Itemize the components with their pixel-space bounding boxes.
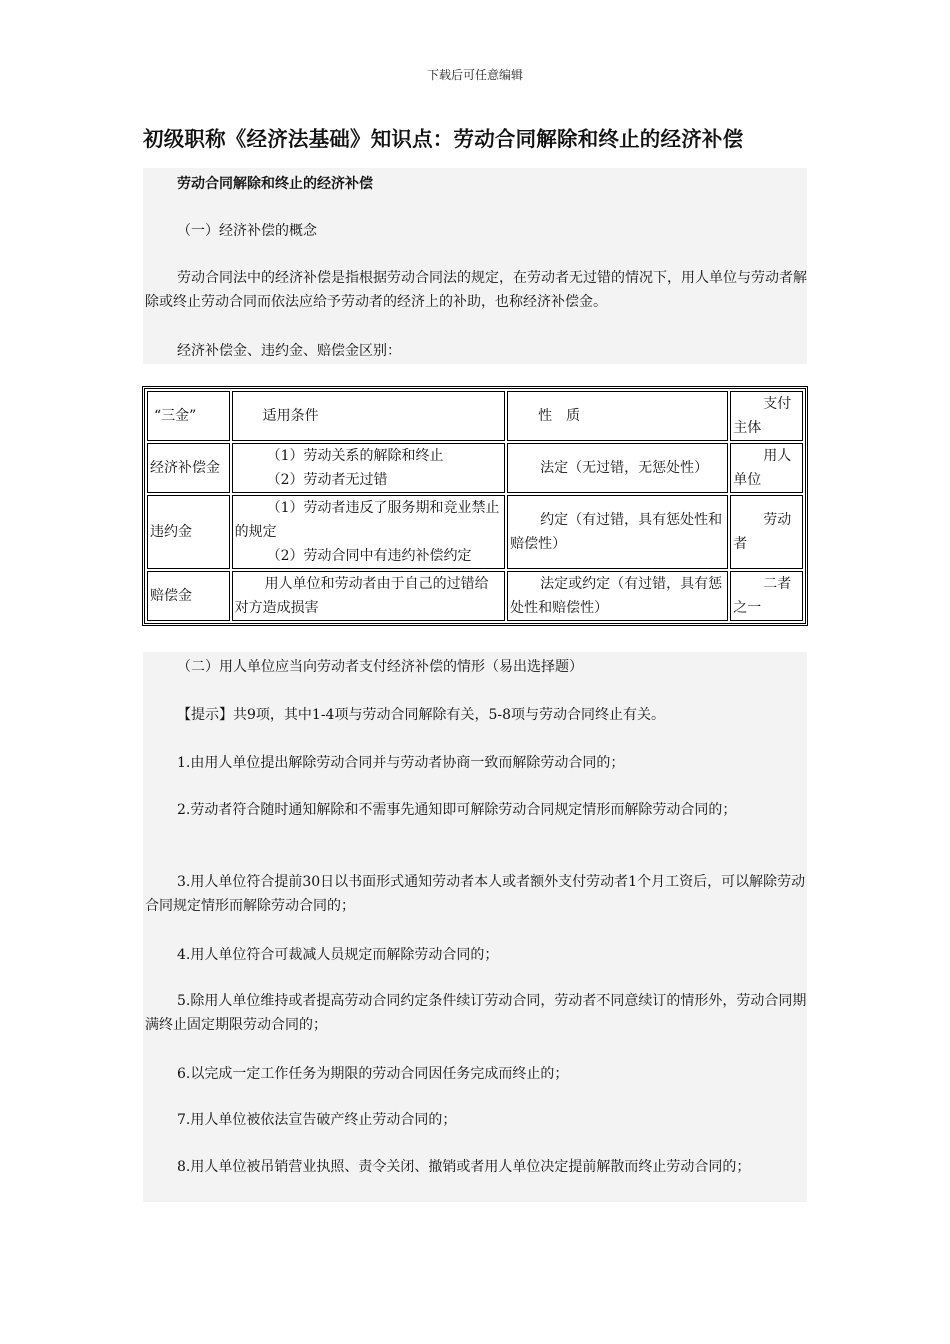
list-item: 2.劳动者符合随时通知解除和不需事先通知即可解除劳动合同规定情形而解除劳动合同的； — [177, 802, 737, 818]
situations-heading: （二）用人单位应当向劳动者支付经济补偿的情形（易出选择题） — [177, 659, 583, 675]
condition-line: （1）劳动者违反了服务期和竞业禁止的规定 — [234, 500, 500, 540]
list-item: 8.用人单位被吊销营业执照、责令关闭、撤销或者用人单位决定提前解散而终止劳动合同的； — [177, 1159, 751, 1175]
tip-label: 【提示】 — [177, 707, 233, 723]
condition-line: （2）劳动者无过错 — [266, 472, 388, 488]
page-header: 下载后可任意编辑 — [426, 68, 523, 82]
table-row — [147, 571, 803, 621]
concept-text: 劳动合同法中的经济补偿是指根据劳动合同法的规定，在劳动者无过错的情况下，用人单位与劳动者解除或终止劳动合同而依法应给予劳动者的经济上的补助，也称经济补偿金。 — [145, 270, 807, 310]
tip-paragraph — [145, 703, 807, 727]
list-item: 1.由用人单位提出解除劳动合同并与劳动者协商一致而解除劳动合同的； — [177, 755, 625, 771]
section-heading: 劳动合同解除和终止的经济补偿 — [177, 176, 373, 192]
difference-heading: 经济补偿金、违约金、赔偿金区别： — [177, 343, 401, 359]
list-item: 3.用人单位符合提前30日以书面形式通知劳动者本人或者额外支付劳动者1个月工资后，可以解除劳动合同规定情形而解除劳动合同的； — [145, 874, 806, 914]
list-item: 6.以完成一定工作任务为期限的劳动合同因任务完成而终止的； — [177, 1066, 569, 1082]
payer-cell: 二者之一 — [730, 571, 803, 621]
table-header-cell: “三金” — [147, 391, 230, 441]
table-row — [147, 443, 803, 493]
condition-line: （1）劳动关系的解除和终止 — [266, 448, 444, 464]
fund-name-cell: 赔偿金 — [147, 571, 230, 621]
condition-cell: 用人单位和劳动者由于自己的过错给对方造成损害 — [232, 571, 505, 621]
condition-cell — [232, 443, 505, 493]
nature-cell: 法定（无过错，无惩处性） — [507, 443, 728, 493]
fund-name-cell: 违约金 — [147, 495, 230, 569]
table-header-cell: 性 质 — [507, 391, 728, 441]
table-row — [147, 495, 803, 569]
document-title: 初级职称《经济法基础》知识点：劳动合同解除和终止的经济补偿 — [143, 127, 744, 151]
concept-heading: （一）经济补偿的概念 — [177, 223, 317, 239]
table-header-cell: 支付主体 — [730, 391, 803, 441]
table-header-row — [147, 391, 803, 441]
nature-cell: 约定（有过错，具有惩处性和赔偿性） — [507, 495, 728, 569]
condition-cell — [232, 495, 505, 569]
payer-cell: 劳动者 — [730, 495, 803, 569]
tip-text: 共9项，其中1-4项与劳动合同解除有关，5-8项与劳动合同终止有关。 — [233, 707, 665, 723]
fund-name-cell: 经济补偿金 — [147, 443, 230, 493]
nature-cell: 法定或约定（有过错，具有惩处性和赔偿性） — [507, 571, 728, 621]
list-item: 4.用人单位符合可裁减人员规定而解除劳动合同的； — [177, 947, 499, 963]
payer-cell: 用人单位 — [730, 443, 803, 493]
table-header-cell: 适用条件 — [232, 391, 505, 441]
three-funds-table — [142, 386, 808, 626]
list-item: 5.除用人单位维持或者提高劳动合同约定条件续订劳动合同，劳动者不同意续订的情形外，劳动合同期满终止固定期限劳动合同的； — [145, 993, 807, 1033]
condition-line: （2）劳动合同中有违约补偿约定 — [266, 548, 472, 564]
list-item: 7.用人单位被依法宣告破产终止劳动合同的； — [177, 1112, 457, 1128]
